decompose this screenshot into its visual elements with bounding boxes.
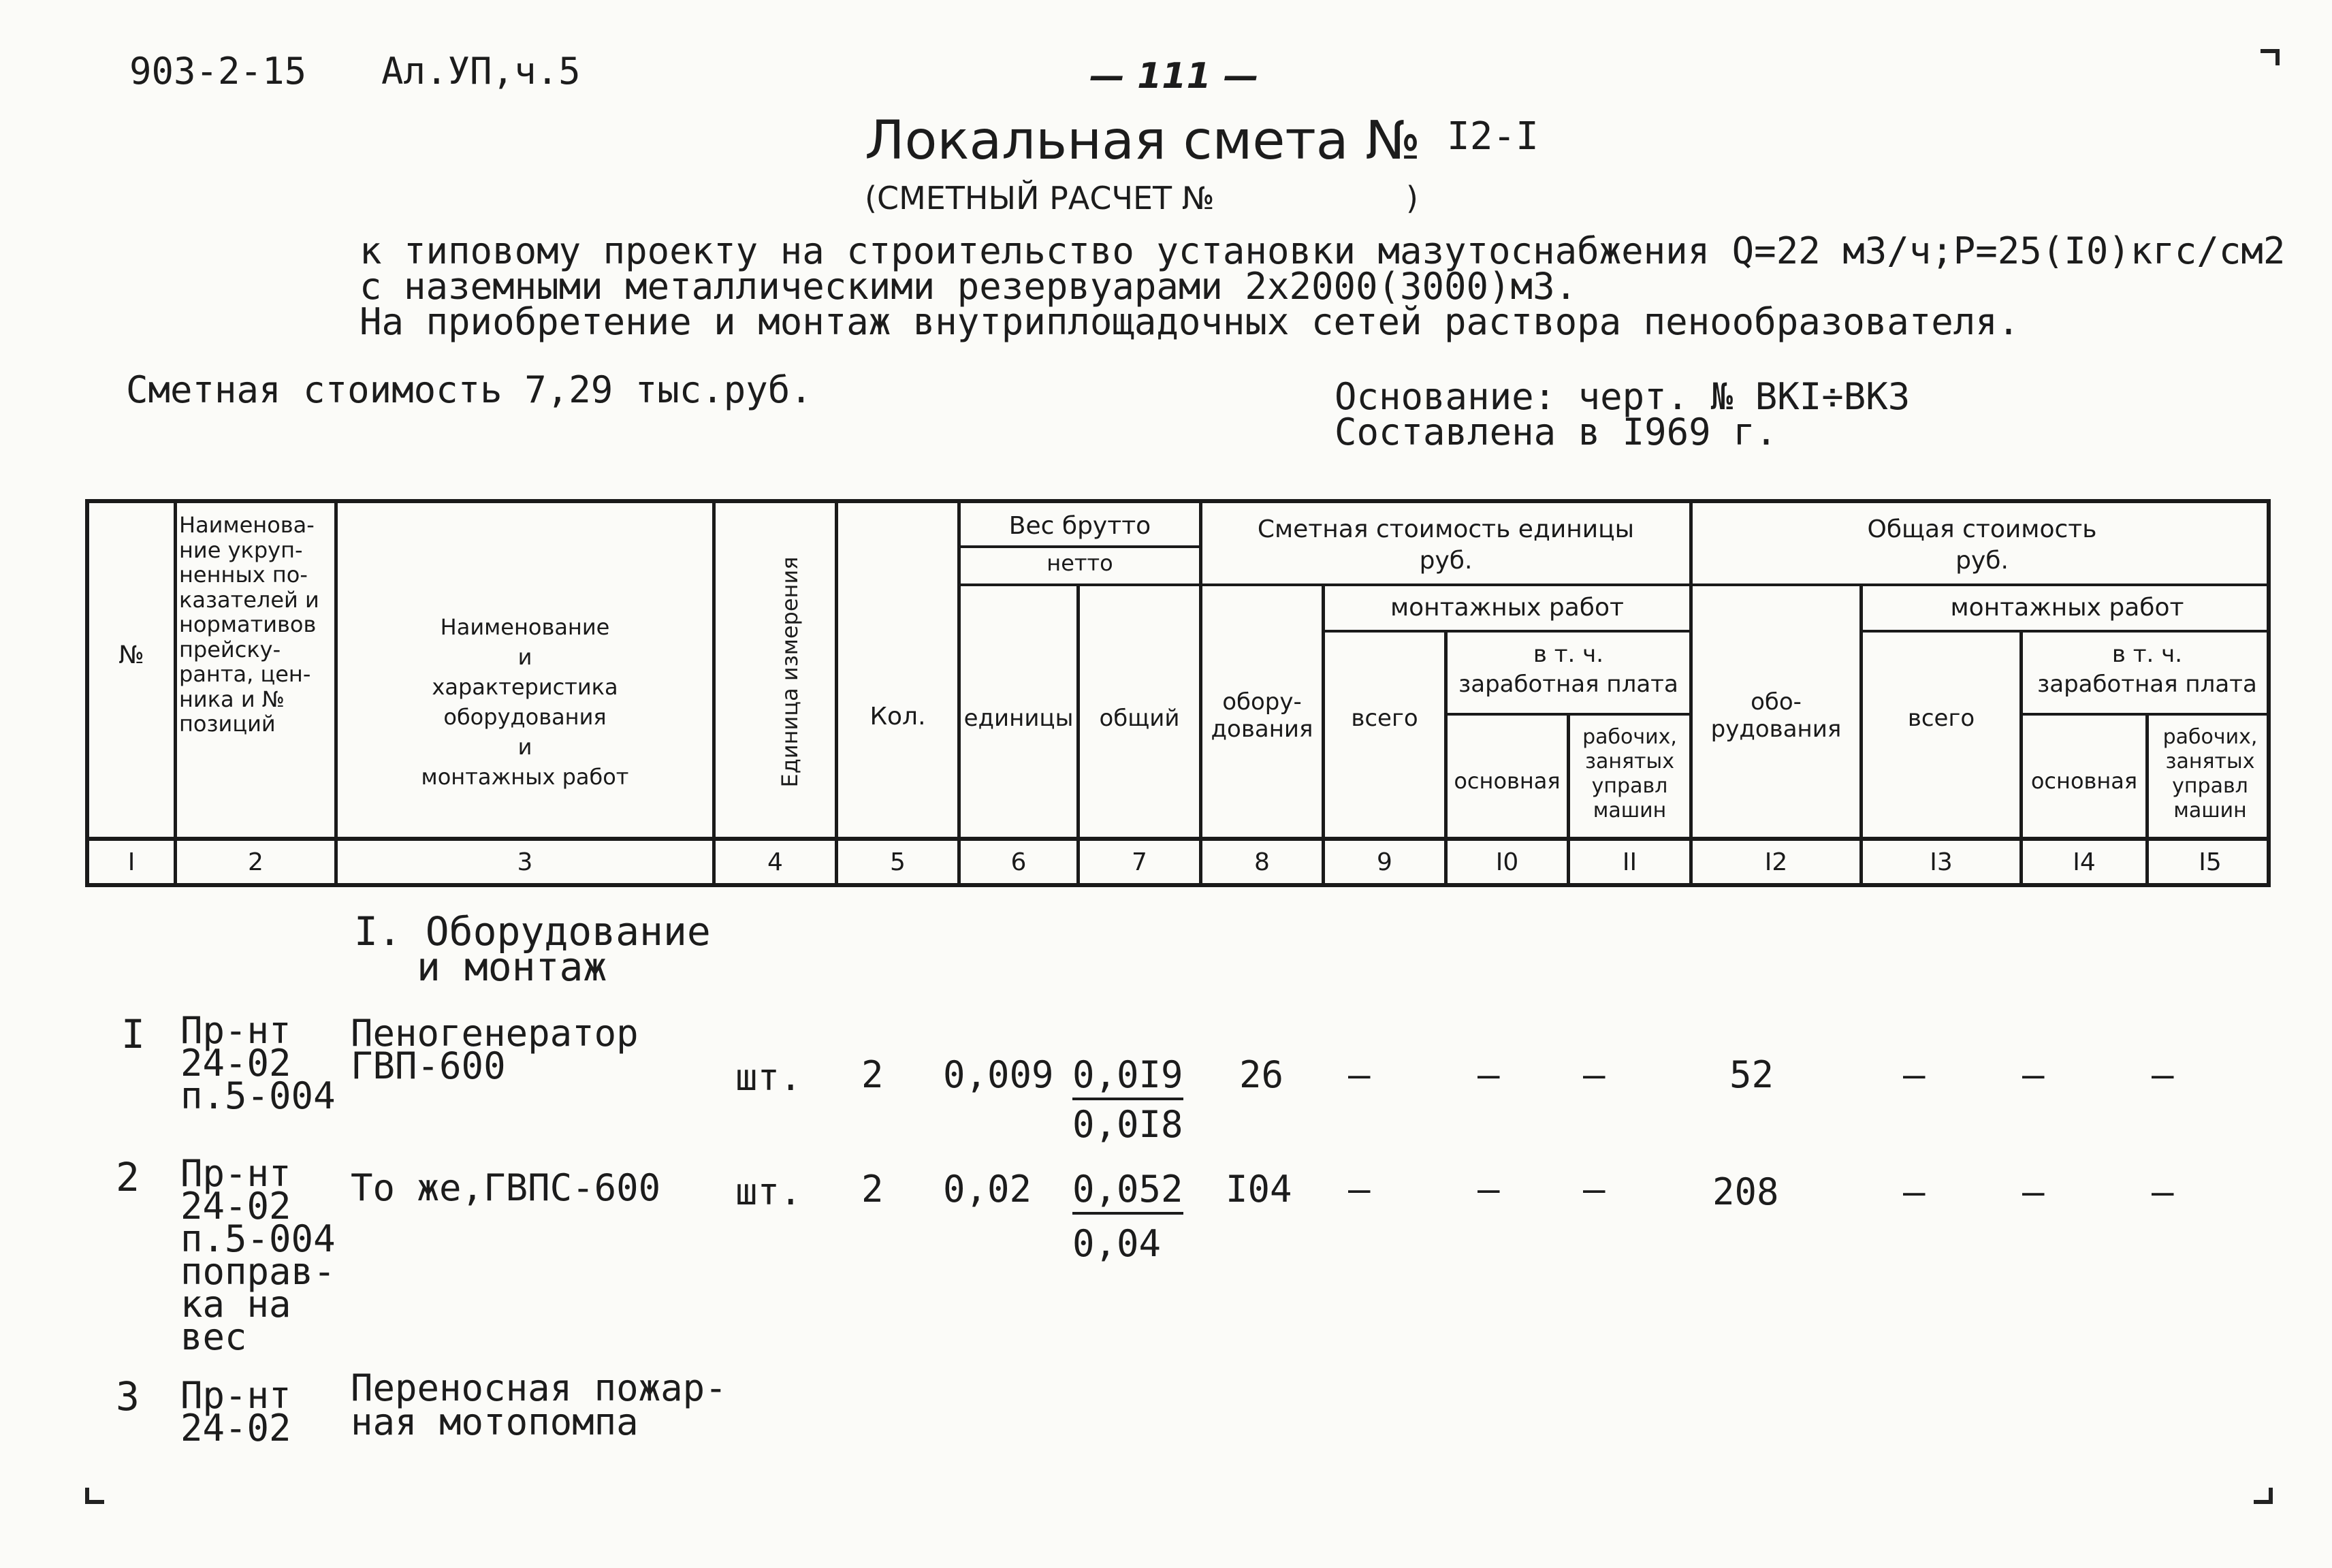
col-num-11: II	[1622, 848, 1638, 876]
col-num-14: I4	[2073, 848, 2096, 876]
col-num-9: 9	[1377, 848, 1392, 876]
row-unit-salary-main: –	[1478, 1168, 1500, 1211]
estimate-number: I2-I	[1447, 114, 1539, 159]
col-num-10: I0	[1495, 848, 1519, 876]
row-total-equipment: 208	[1712, 1170, 1779, 1213]
row-code: Пр-нт 24-02 п.5-004	[180, 1009, 336, 1117]
col-num-1: I	[127, 848, 135, 876]
header-unit-salary-machines: рабочих, занятых управл машин	[1582, 725, 1677, 822]
row-total-equipment: 52	[1729, 1053, 1774, 1096]
header-no: №	[118, 641, 144, 669]
calc-title-left: (СМЕТНЫЙ РАСЧЕТ №	[865, 180, 1215, 217]
row-code: Пр-нт 24-02	[180, 1374, 291, 1450]
estimated-cost: Сметная стоимость 7,29 тыс.руб.	[126, 368, 812, 411]
row-unit: шт.	[735, 1056, 802, 1099]
header-total-cost: Общая стоимость руб.	[1867, 515, 2097, 575]
row-name: Пеногенератор ГВП-600	[351, 1012, 639, 1087]
header-unit-cost: Сметная стоимость единицы руб.	[1257, 515, 1635, 575]
album-label: Ал.УП,ч.5	[381, 50, 581, 93]
header-total-equipment: обо- рудования	[1710, 688, 1842, 743]
row-no: 2	[116, 1154, 140, 1200]
row-unit-salary-machines: –	[1583, 1168, 1606, 1211]
row-weight-total-gross: 0,0I9	[1072, 1057, 1183, 1093]
row-unit: шт.	[735, 1170, 802, 1213]
header-total-all: всего	[1907, 705, 1975, 732]
col-num-3: 3	[517, 848, 533, 876]
section-title: I. Оборудование и монтаж	[354, 908, 711, 990]
row-unit-mount-total: –	[1348, 1168, 1371, 1211]
header-unit-salary-main: основная	[1454, 768, 1561, 794]
header-unit: Единица измерения	[777, 556, 803, 788]
row-weight-total-gross: 0,052	[1072, 1171, 1183, 1208]
header-weight-net: нетто	[1047, 550, 1113, 576]
row-total-salary-machines: –	[2152, 1053, 2174, 1096]
row-qty: 2	[861, 1053, 884, 1096]
header-weight-total: общий	[1099, 705, 1180, 732]
header-unit-equipment: обору- дования	[1211, 688, 1313, 743]
corner-mark-bottom-right	[2254, 1488, 2273, 1504]
corner-mark-bottom-left	[85, 1488, 104, 1504]
row-unit-salary-machines: –	[1583, 1053, 1606, 1096]
row-no: I	[121, 1011, 145, 1057]
row-weight-total-net: 0,04	[1072, 1222, 1162, 1265]
col-num-13: I3	[1930, 848, 1953, 876]
basis: Основание: черт. № ВКI÷ВК3	[1335, 375, 1911, 418]
row-unit-cost-equipment: 26	[1239, 1053, 1284, 1096]
col-num-6: 6	[1010, 848, 1027, 876]
header-weight-gross: Вес брутто	[1008, 512, 1151, 540]
calc-title-right: )	[1406, 180, 1418, 217]
row-weight-unit: 0,009	[943, 1053, 1054, 1096]
row-name: Переносная пожар- ная мотопомпа	[351, 1366, 727, 1443]
header-unit-salary: в т. ч. заработная плата	[1458, 641, 1678, 698]
row-no: 3	[116, 1373, 140, 1420]
page-title: Локальная смета №	[865, 110, 1421, 172]
page-number: — 111 —	[1089, 56, 1259, 97]
header-total-salary: в т. ч. заработная плата	[2037, 641, 2257, 698]
col-num-5: 5	[890, 848, 906, 876]
description-line-3: На приобретение и монтаж внутриплощадочных сетей раствора пенообразователя.	[360, 300, 2020, 343]
header-name: Наименование и характеристика оборудования и монтажных работ	[421, 614, 629, 790]
header-qty: Кол.	[869, 703, 926, 731]
row-weight-total-net: 0,0I8	[1072, 1103, 1183, 1146]
compiled-year: Составлена в I969 г.	[1335, 411, 1778, 453]
col-num-7: 7	[1132, 848, 1147, 876]
row-unit-cost-equipment: I04	[1226, 1168, 1292, 1211]
col-num-15: I5	[2199, 848, 2222, 876]
header-unit-total: всего	[1351, 705, 1418, 732]
col-num-2: 2	[248, 848, 263, 876]
doc-code: 903-2-15	[129, 50, 307, 93]
row-total-salary-main: –	[2022, 1170, 2045, 1213]
row-total-salary-main: –	[2022, 1053, 2045, 1096]
header-code: Наименова- ние укруп- ненных по- казателей и нормативов прейску- ранта, цен- ника и № позиций	[179, 512, 319, 737]
row-unit-mount-total: –	[1348, 1053, 1371, 1096]
col-num-8: 8	[1254, 848, 1270, 876]
header-total-salary-machines: рабочих, занятых управл машин	[2162, 725, 2258, 822]
corner-mark-top-right	[2261, 49, 2280, 65]
header-weight-unit: единицы	[963, 705, 1074, 732]
header-total-salary-main: основная	[2030, 768, 2138, 794]
row-unit-salary-main: –	[1478, 1053, 1500, 1096]
row-qty: 2	[861, 1168, 884, 1211]
estimate-table-header	[85, 499, 2271, 887]
col-num-4: 4	[767, 848, 783, 876]
col-num-12: I2	[1764, 848, 1788, 876]
description-line-2: с наземными металлическими резервуарами 2х2000(3000)м3.	[360, 265, 1578, 308]
row-weight-unit: 0,02	[943, 1168, 1032, 1211]
row-code: Пр-нт 24-02 п.5-004 поправ- ка на вес	[180, 1152, 336, 1358]
header-unit-mount: монтажных работ	[1390, 594, 1624, 622]
row-total-mount: –	[1903, 1053, 1926, 1096]
header-total-mount: монтажных работ	[1950, 594, 2184, 622]
row-total-salary-machines: –	[2152, 1170, 2174, 1213]
row-total-mount: –	[1903, 1170, 1926, 1213]
description-line-1: к типовому проекту на строительство установки мазутоснабжения Q=22 м3/ч;Р=25(I0)кгс/см2	[360, 229, 2286, 272]
row-name: То же,ГВПС-600	[351, 1166, 661, 1209]
